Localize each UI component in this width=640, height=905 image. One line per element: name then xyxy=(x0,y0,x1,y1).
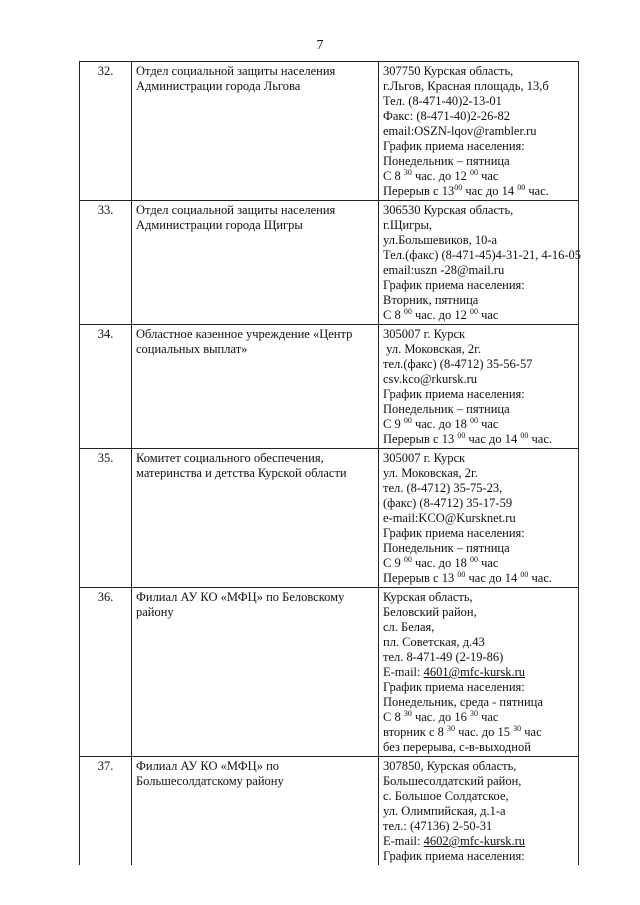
hours-text: час. xyxy=(528,571,552,585)
hours-text: час xyxy=(477,417,499,431)
fax-line: (факс) (8-4712) 35-17-59 xyxy=(383,496,513,510)
row-number: 37. xyxy=(80,757,132,866)
email-line xyxy=(383,834,574,849)
address-line: ул.Большевиков, 10-а xyxy=(383,233,498,247)
hours-text: Перерыв с 13 xyxy=(383,184,455,198)
hours-text: С 8 xyxy=(383,169,404,183)
address-line: ул. Олимпийская, д.1-а xyxy=(383,804,506,818)
hours-minutes: 30 xyxy=(403,168,412,177)
hours-text: час xyxy=(477,308,499,322)
institution-name: Отдел социальной защиты населения Администрации города Щигры xyxy=(132,201,379,325)
schedule-hours xyxy=(383,710,574,725)
address-line: Курская область, xyxy=(383,590,473,604)
hours-minutes: 00 xyxy=(469,307,478,316)
hours-text: час. до 18 xyxy=(411,417,470,431)
institution-name: Комитет социального обеспечения, материнства и детства Курской области xyxy=(132,449,379,588)
hours-minutes: 00 xyxy=(403,416,412,425)
hours-text: Перерыв с 13 xyxy=(383,432,458,446)
email-link[interactable]: 4602@mfc-kursk.ru xyxy=(423,834,526,848)
break-hours xyxy=(383,571,574,586)
contact-info xyxy=(379,449,579,588)
hours-text: час. до 12 xyxy=(411,308,470,322)
hours-text: С 9 xyxy=(383,556,404,570)
hours-text: Перерыв с 13 xyxy=(383,571,458,585)
hours-minutes: 00 xyxy=(517,183,526,192)
table-row xyxy=(80,757,579,866)
address-line: ул. Моковская, 2г. xyxy=(383,466,478,480)
schedule-hours xyxy=(383,169,574,184)
schedule-days: Понедельник – пятница xyxy=(383,541,510,555)
email-line xyxy=(383,665,574,680)
phone-line: тел.: (47136) 2-50-31 xyxy=(383,819,493,833)
schedule-days: Вторник, пятница xyxy=(383,293,479,307)
schedule-days: Понедельник – пятница xyxy=(383,154,510,168)
email-label: E-mail: xyxy=(383,834,424,848)
address-line: 305007 г. Курск xyxy=(383,327,466,341)
hours-text: час xyxy=(521,725,542,739)
email-line: email:uszn -28@mail.ru xyxy=(383,263,505,277)
email-line: csv.kco@rkursk.ru xyxy=(383,372,478,386)
schedule-heading: График приема населения: xyxy=(383,387,525,401)
hours-minutes: 00 xyxy=(403,307,412,316)
address-line: г.Льгов, Красная площадь, 13,б xyxy=(383,79,549,93)
hours-text: вторник с 8 xyxy=(383,725,448,739)
address-line: сл. Белая, xyxy=(383,620,435,634)
schedule-heading: График приема населения: xyxy=(383,526,525,540)
hours-text: час до 14 xyxy=(465,432,521,446)
hours-minutes: 00 xyxy=(520,431,529,440)
address-line: Беловский район, xyxy=(383,605,477,619)
contact-info xyxy=(379,588,579,757)
row-number: 35. xyxy=(80,449,132,588)
phone-line: тел. 8-471-49 (2-19-86) xyxy=(383,650,504,664)
hours-minutes: 00 xyxy=(457,431,466,440)
hours-text: час. до 16 xyxy=(411,710,470,724)
hours-minutes: 30 xyxy=(447,724,456,733)
phone-line: Тел. (8-471-40)2-13-01 xyxy=(383,94,502,108)
table-row xyxy=(80,325,579,449)
institution-name: Областное казенное учреждение «Центр социальных выплат» xyxy=(132,325,379,449)
hours-minutes: 00 xyxy=(520,570,529,579)
hours-minutes: 00 xyxy=(457,570,466,579)
contact-info xyxy=(379,62,579,201)
schedule-heading: График приема населения: xyxy=(383,139,525,153)
address-line: 306530 Курская область, xyxy=(383,203,514,217)
hours-text: час. до 12 xyxy=(411,169,470,183)
contact-info xyxy=(379,201,582,325)
contact-info xyxy=(379,325,579,449)
schedule-heading: График приема населения: xyxy=(383,278,525,292)
contact-info xyxy=(379,757,579,866)
schedule-days: Понедельник, среда - пятница xyxy=(383,695,543,709)
table-row xyxy=(80,588,579,757)
hours-text: час. до 18 xyxy=(411,556,470,570)
schedule-hours-tuesday xyxy=(383,725,574,740)
phone-line: тел.(факс) (8-4712) 35-56-57 xyxy=(383,357,533,371)
address-line: 305007 г. Курск xyxy=(383,451,466,465)
phone-line: тел. (8-4712) 35-75-23, xyxy=(383,481,503,495)
hours-text: час до 14 xyxy=(462,184,518,198)
schedule-hours xyxy=(383,417,574,432)
phone-line: Тел.(факс) (8-471-45)4-31-21, 4-16-05 xyxy=(383,248,582,262)
email-link[interactable]: 4601@mfc-kursk.ru xyxy=(423,665,526,679)
schedule-hours xyxy=(383,308,574,323)
hours-minutes: 30 xyxy=(513,724,522,733)
email-label: E-mail: xyxy=(383,665,424,679)
row-number: 33. xyxy=(80,201,132,325)
institution-name: Филиал АУ КО «МФЦ» по Большесолдатскому району xyxy=(132,757,379,866)
break-hours xyxy=(383,432,574,447)
hours-minutes: 00 xyxy=(469,555,478,564)
hours-text: час xyxy=(477,169,499,183)
hours-text: час xyxy=(477,710,499,724)
hours-text: час. xyxy=(525,184,549,198)
table-row xyxy=(80,449,579,588)
hours-minutes: 30 xyxy=(403,709,412,718)
address-line: ул. Моковская, 2г. xyxy=(383,342,481,356)
address-line: пл. Советская, д.43 xyxy=(383,635,485,649)
hours-text: час до 14 xyxy=(465,571,521,585)
fax-line: Факс: (8-471-40)2-26-82 xyxy=(383,109,511,123)
hours-text: С 8 xyxy=(383,308,404,322)
table-row xyxy=(80,62,579,201)
schedule-note: без перерыва, с-в-выходной xyxy=(383,740,531,754)
row-number: 36. xyxy=(80,588,132,757)
institutions-table xyxy=(79,61,582,865)
address-line: 307850, Курская область, xyxy=(383,759,517,773)
address-line: 307750 Курская область, xyxy=(383,64,514,78)
address-line: г.Щигры, xyxy=(383,218,433,232)
hours-text: час. до 15 xyxy=(455,725,514,739)
institution-name: Филиал АУ КО «МФЦ» по Беловскому району xyxy=(132,588,379,757)
institution-name: Отдел социальной защиты населения Администрации города Льгова xyxy=(132,62,379,201)
hours-text: час xyxy=(477,556,499,570)
schedule-days: Понедельник – пятница xyxy=(383,402,510,416)
email-line: email:OSZN-lqov@rambler.ru xyxy=(383,124,537,138)
break-hours xyxy=(383,184,574,199)
hours-minutes: 00 xyxy=(469,416,478,425)
hours-text: С 8 xyxy=(383,710,404,724)
schedule-hours xyxy=(383,556,574,571)
schedule-heading: График приема населения: xyxy=(383,680,525,694)
hours-minutes: 00 xyxy=(403,555,412,564)
hours-text: час. xyxy=(528,432,552,446)
row-number: 34. xyxy=(80,325,132,449)
hours-text: С 9 xyxy=(383,417,404,431)
hours-minutes: 30 xyxy=(469,709,478,718)
hours-minutes: 00 xyxy=(469,168,478,177)
page-number: 7 xyxy=(316,38,324,53)
email-line: e-mail:KCO@Kursknet.ru xyxy=(383,511,516,525)
address-line: с. Большое Солдатское, xyxy=(383,789,509,803)
schedule-heading: График приема населения: xyxy=(383,849,525,863)
address-line: Большесолдатский район, xyxy=(383,774,522,788)
hours-minutes: 00 xyxy=(454,183,463,192)
row-number: 32. xyxy=(80,62,132,201)
table-row xyxy=(80,201,579,325)
